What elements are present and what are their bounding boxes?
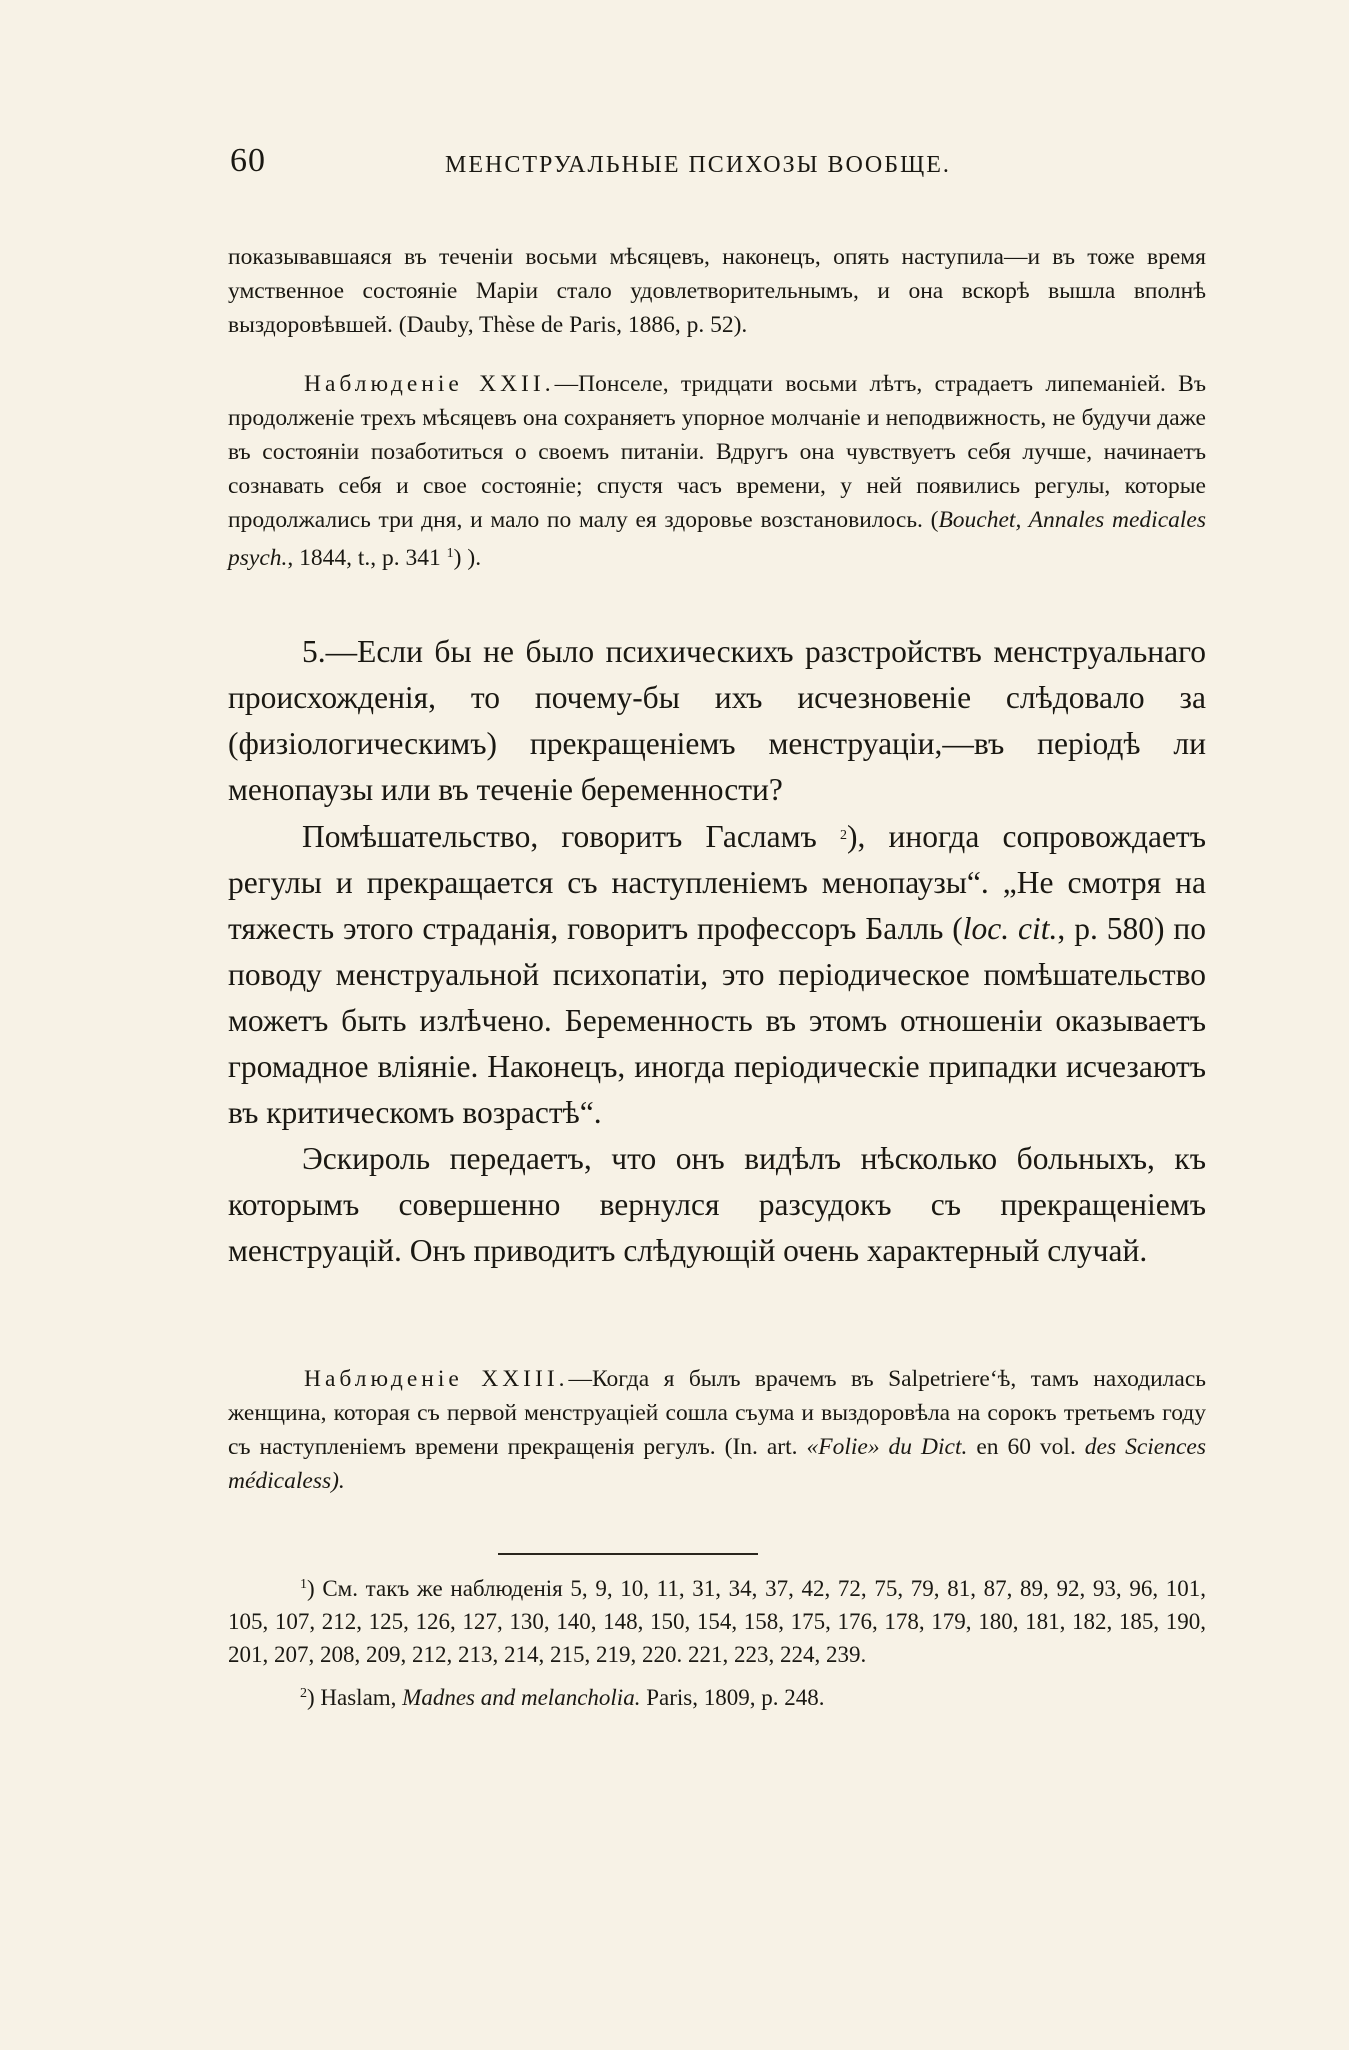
main-paragraph-3: Эскироль передаетъ, что онъ видѣлъ нѣсколько больныхъ, къ которымъ совершенно вернулся разсудокъ съ прекращеніемъ менструацій. Онъ приводитъ слѣдующій очень характерный случай. — [228, 1141, 1206, 1268]
running-head: МЕНСТРУАЛЬНЫЕ ПСИХОЗЫ ВООБЩЕ. — [445, 152, 951, 178]
observation-23-heading: Наблюденіе XXIII. — [304, 1366, 569, 1392]
footnote-2-marker: 2 — [300, 1686, 307, 1701]
main-paragraph-2 — [228, 813, 1206, 1136]
main-paragraph-2-italic: loc. cit. — [962, 911, 1058, 946]
footnote-1-text: ) См. такъ же наблюденія 5, 9, 10, 11, 31, 34, 37, 42, 72, 75, 79, 81, 87, 89, 92, 93, 96, 101, 105, 107, 212, 125, 126, 127, 130, 140, 148, 150, 154, 158, 175, 176, 178, 179, 180, 181, 182, 185, 190, 201, 207, 208, 209, 212, 213, 214, 215, 219, 220. 221, 223, 224, 239. — [228, 1576, 1206, 1667]
observation-23-source: «Folie» du Dict. — [806, 1434, 968, 1460]
main-paragraph-2-a: Помѣшательство, говоритъ Гасламъ — [302, 819, 840, 854]
footnote-2 — [228, 1677, 1206, 1714]
observation-22-heading: Наблюденіе XXII. — [304, 371, 555, 397]
main-paragraph-1: 5.—Если бы не было психическихъ разстройствъ менструальнаго происхожденія, то почему-бы ихъ исчезновеніе слѣдовало за (физіологическимъ) прекращеніемъ менструаціи,—въ періодѣ ли менопаузы или въ теченіе беременности? — [228, 634, 1206, 807]
footnote-2-italic: Madnes and melancholia. — [402, 1685, 641, 1710]
main-paragraph-2-c: , p. 580) по поводу менструальной психопатіи, это періодическое помѣшательство можетъ быть излѣчено. Беременность въ этомъ отношеніи оказываетъ громадное вліяніе. Наконецъ, иногда періодическіе припадки исчезаютъ въ критическомъ возрастѣ“. — [228, 911, 1207, 1130]
observation-22-source: Bouchet, Annales medicales psych. — [228, 507, 1206, 571]
main-paragraph-2-b: ), иногда сопровождаетъ регулы и прекращается съ наступленіемъ менопаузы“. „Не смотря на тяжесть этого страданія, говоритъ профессоръ Балль ( — [228, 819, 1206, 946]
observation-23-text — [228, 1362, 1206, 1498]
main-text — [228, 629, 1206, 1274]
observation-22 — [228, 367, 1206, 575]
footnotes — [228, 1568, 1206, 1714]
observation-22-body: —Понселе, тридцати восьми лѣтъ, страдаетъ липеманіей. Въ продолженіе трехъ мѣсяцевъ она сохраняетъ упорное молчаніе и неподвижность, не будучи даже въ состояніи позаботиться о своемъ питаніи. Вдругъ она чувствуетъ себя лучше, начинаетъ сознавать себя и свое состояніе; спустя часъ времени, у ней появились регулы, которые продолжались три дня, и мало по малу ея здоровье возстановилось. ( — [228, 371, 1206, 533]
continuation-paragraph — [228, 240, 1206, 342]
observation-23-source-2: des Sciences médicaless). — [228, 1434, 1206, 1494]
observation-23-source-mid: en 60 vol. — [967, 1434, 1085, 1460]
observation-22-end: ) ). — [453, 545, 482, 571]
observation-23 — [228, 1362, 1206, 1498]
footnote-1-marker: 1 — [300, 1577, 307, 1592]
page-number: 60 — [230, 142, 266, 179]
footnote-2-b: Paris, 1809, p. 248. — [640, 1685, 825, 1710]
footnote-ref-1: 1 — [446, 546, 454, 561]
footnote-1 — [228, 1568, 1206, 1671]
observation-22-source-tail: , 1844, t., p. 341 — [287, 545, 447, 571]
observation-22-text — [228, 367, 1206, 575]
footnote-ref-2: 2 — [839, 828, 847, 843]
page-header — [230, 142, 1110, 192]
footnote-2-a: ) Haslam, — [307, 1685, 403, 1710]
continuation-text: показывавшаяся въ теченіи восьми мѣсяцевъ, наконецъ, опять наступила—и въ тоже время умственное состояніе Маріи стало удовлетворительнымъ, и она вскорѣ вышла вполнѣ выздоровѣвшей. (Dauby, Thèse de Paris, 1886, p. 52). — [228, 244, 1206, 338]
footnote-divider — [498, 1553, 758, 1555]
observation-23-body: —Когда я былъ врачемъ въ Salpetriere‘ѣ, тамъ находилась женщина, которая съ первой менструаціей сошла съума и выздоровѣла на сорокъ третьемъ году съ наступленіемъ времени прекращенія регулъ. (In. art. — [228, 1366, 1206, 1460]
